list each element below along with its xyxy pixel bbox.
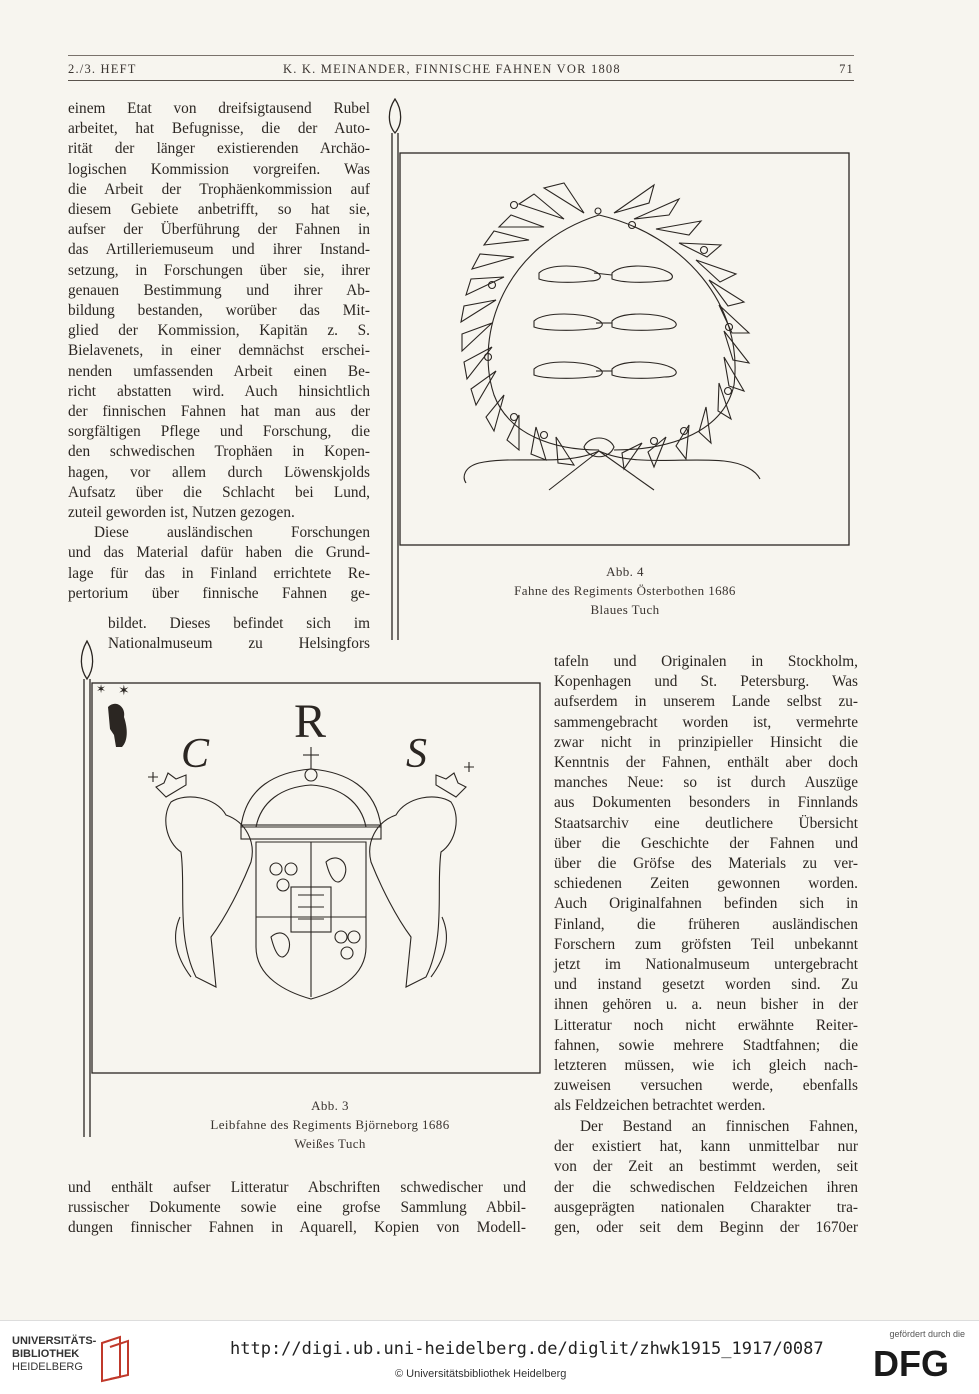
text-line: diesem Gebiete anbetrifft, so hat sie, — [68, 201, 370, 219]
text-line: Staatsarchiv eine deutlichere Übersicht — [554, 814, 858, 832]
library-logo-icon — [96, 1333, 136, 1383]
library-name — [12, 1335, 96, 1374]
text-line: gen, oder seit dem Beginn der 1670er — [554, 1219, 858, 1237]
text-line: aufser der Überführung der Fahnen in — [68, 221, 370, 239]
text-line: jetzt im Nationalmuseum untergebracht — [554, 956, 858, 974]
text-line: zuweisen versuchen werde, ebenfalls — [554, 1077, 858, 1095]
laurel-wreath — [461, 183, 760, 490]
text-line: ihnen gehören u. a. neun bisher in der — [554, 996, 858, 1014]
page-number: 71 — [839, 62, 854, 76]
text-line: hagen, vor allem durch Löwenskjolds — [68, 463, 370, 481]
text-line: zwar nicht in prinzipieller Hinsicht die — [554, 733, 858, 751]
text-line: der die schwedischen Feldzeichen ihren — [554, 1178, 858, 1196]
text-line: Kopenhagen und St. Petersburg. Was — [554, 673, 858, 691]
text-line: richt abstatten wird. Auch hinsichtlich — [68, 382, 370, 400]
text-line: ausgeprägten nationalen Charakter tra- — [554, 1198, 858, 1216]
library-footer — [0, 1320, 979, 1394]
text-line: der existiert hat, kann unmittelbar nur — [554, 1138, 858, 1156]
text-line: manches Neue: so ist durch Auszüge — [554, 774, 858, 792]
text-line: einem Etat von dreifsigtausend Rubel — [68, 100, 370, 117]
issue-label: 2./3. HEFT — [68, 62, 137, 76]
text-column-right-bottom — [554, 1117, 858, 1238]
text-line: Der Bestand an finnischen Fahnen, — [580, 1118, 858, 1135]
library-line-3: HEIDELBERG — [12, 1361, 83, 1373]
library-line-2: BIBLIOTHEK — [12, 1348, 80, 1360]
text-line: setzung, in Forschungen über sie, ihrer — [68, 261, 370, 279]
svg-text:✶: ✶ — [96, 682, 107, 696]
header-rule — [68, 80, 854, 81]
text-line: und instand gesetzt worden sind. Zu — [554, 976, 858, 994]
figure-3-number: Abb. 3 — [311, 1098, 349, 1113]
monograms — [181, 695, 427, 777]
text-line: sorgfältigen Pflege und Forschung, die — [68, 423, 370, 441]
canton-bear — [96, 682, 130, 747]
figure-3-title: Leibfahne des Regiments Björneborg 1686 — [210, 1117, 450, 1132]
text-line: sammengebracht worden ist, vermehrte — [554, 713, 858, 731]
text-line: letzteren müssen, wie ich gleich nach- — [554, 1057, 858, 1075]
text-line: rität der länger existierenden Archäo- — [68, 140, 370, 158]
royal-arms — [148, 747, 474, 999]
text-line: zuteil geworden ist, Nutzen gezogen. — [68, 504, 295, 522]
text-column-bottom — [68, 1178, 526, 1239]
figure-4-title: Fahne des Regiments Österbothen 1686 — [514, 583, 736, 598]
text-line: die Arbeit der Trophäenkommission auf — [68, 180, 370, 198]
text-line: der finnischen Fahnen hat man aus der — [68, 403, 370, 421]
figure-4-material: Blaues Tuch — [590, 602, 660, 617]
svg-text:✶: ✶ — [118, 683, 130, 699]
text-line: als Feldzeichen betrachtet werden. — [554, 1097, 766, 1115]
figure-4-number: Abb. 4 — [606, 564, 644, 579]
text-line: den schwedischen Trophäen in Kopen- — [68, 443, 370, 461]
figure-3-caption — [165, 1096, 495, 1153]
dfg-logo — [873, 1345, 965, 1381]
monogram-c: C — [181, 731, 210, 777]
text-column-right — [554, 652, 858, 1117]
text-line: von der Zeit an bestimmt werden, seit — [554, 1158, 858, 1176]
article-title: K. K. MEINANDER, FINNISCHE FAHNEN VOR 1808 — [283, 62, 621, 76]
text-line: Diese ausländischen Forschungen — [94, 524, 370, 542]
text-line: tafeln und Originalen in Stockholm, — [554, 653, 858, 670]
text-column-left — [68, 99, 370, 604]
text-line: Nationalmuseum zu Helsingfors — [108, 635, 370, 653]
text-line: bildet. Dieses befindet sich im — [108, 615, 370, 632]
permalink-url[interactable]: http://digi.ub.uni-heidelberg.de/diglit/zhwk1915_1917/0087 — [230, 1339, 824, 1359]
copyright-notice: © Universitätsbibliothek Heidelberg — [395, 1368, 567, 1380]
text-line: Auch Originalfahnen befinden sich in — [554, 895, 858, 913]
figure-3-material: Weißes Tuch — [294, 1136, 366, 1151]
text-line: Bielavenets, in einer demnächst erschei- — [68, 342, 370, 360]
text-line: nenden umfassenden Arbeit einen Be- — [68, 362, 370, 380]
dfg-logo-text: DFG — [873, 1345, 949, 1381]
text-line: genauen Bestimmung und ihrer Ab- — [68, 281, 370, 299]
text-line: Litteratur noch nicht erwähnte Reiter- — [554, 1016, 858, 1034]
text-line: Forschern zum gröfsten Teil unbekannt — [554, 935, 858, 953]
figure-4-caption — [470, 562, 780, 619]
text-line: fahnen, sowie mehrere Stadtfahnen; die — [554, 1036, 858, 1054]
text-line: Finland, die früheren ausländischen — [554, 915, 858, 933]
running-head — [68, 62, 854, 80]
weasels — [534, 266, 676, 378]
text-line: dungen finnischer Fahnen in Aquarell, Kopien von Modell- — [68, 1219, 526, 1237]
text-line: und enthält aufser Litteratur Abschriften schwedischer und — [68, 1179, 526, 1196]
top-rule — [68, 55, 854, 56]
text-line: pertorium über finnische Fahnen ge- — [68, 584, 370, 602]
text-line: glied der Kommission, Kapitän z. S. — [68, 322, 370, 340]
text-line: das Artilleriemuseum und ihrer Instand- — [68, 241, 370, 259]
library-line-1: UNIVERSITÄTS- — [12, 1335, 97, 1347]
text-line: lage für das in Finland errichtete Re- — [68, 564, 370, 582]
text-line: Aufsatz über die Schlacht bei Lund, — [68, 483, 370, 501]
text-line: bildung bestanden, worüber das Mit- — [68, 302, 370, 320]
figure-flag-osterbothen — [384, 95, 856, 640]
monogram-s: S — [406, 731, 427, 777]
text-line: aus Dokumenten besonders in Finnlands — [554, 794, 858, 812]
text-line: Kenntnis der Fahnen, enthält aber doch — [554, 754, 858, 772]
text-line: arbeitet, hat Befugnisse, die der Auto- — [68, 120, 370, 138]
text-line: über die Geschichte der Fahnen und — [554, 834, 858, 852]
funded-by-label: gefördert durch die — [889, 1329, 965, 1339]
text-line: logischen Kommission vorgreifen. Was — [68, 160, 370, 178]
text-line: und das Material dafür haben die Grund- — [68, 544, 370, 562]
text-line: russischer Dokumente sowie eine grofse Sammlung Abbil- — [68, 1199, 526, 1217]
text-line: schiedenen Zeiten gewonnen worden. — [554, 875, 858, 893]
monogram-r: R — [294, 695, 327, 748]
figure-flag-bjorneborg — [76, 637, 546, 1137]
text-line: über die Gröfse des Materials zu ver- — [554, 855, 858, 873]
text-line: aufserdem in unserem Lande selbst zu- — [554, 693, 858, 711]
